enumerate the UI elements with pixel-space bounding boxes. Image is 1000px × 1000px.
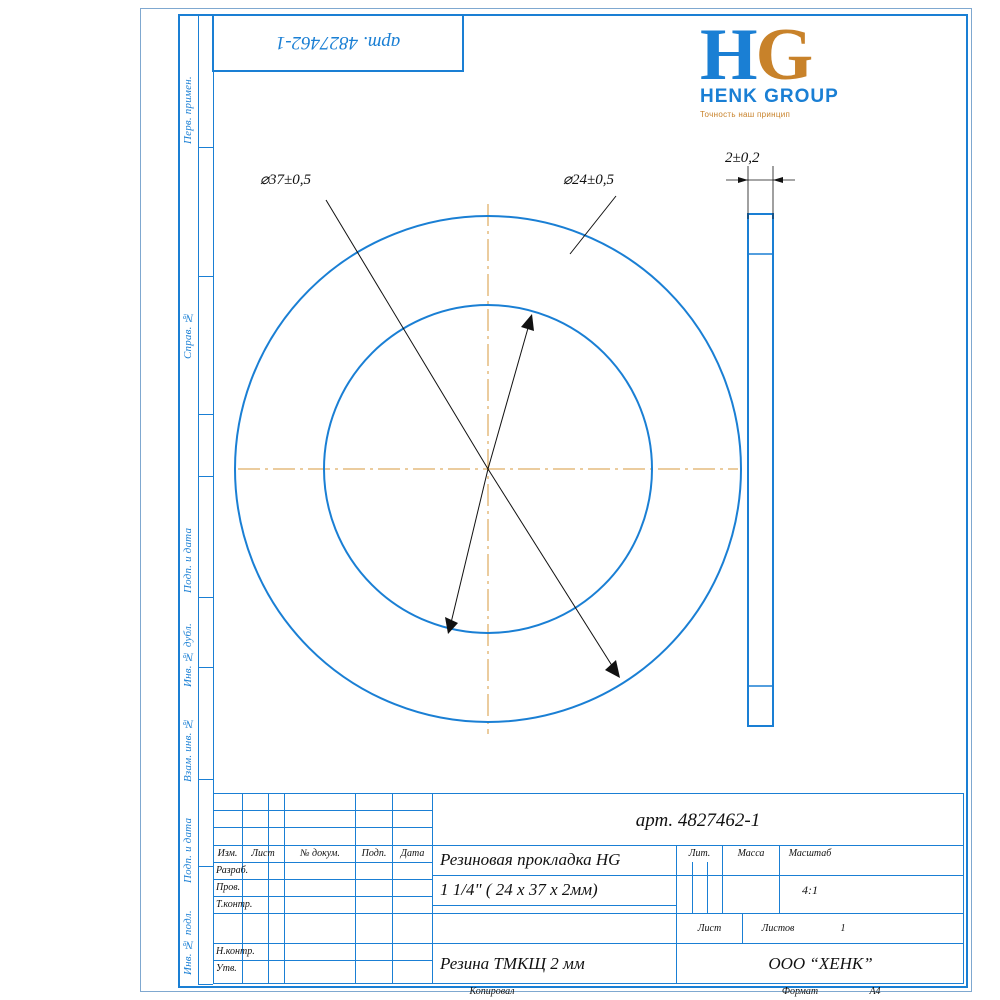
tb-row-nkontr: Н.контр. xyxy=(216,946,255,957)
tb-name-line2: 1 1/4" ( 24 x 37 x 2мм) xyxy=(440,880,598,899)
tb-sheets-label: Листов xyxy=(761,922,795,934)
strip-label-0: Перв. примен. xyxy=(182,76,194,144)
tb-format-label: Формат xyxy=(781,985,819,997)
tb-lit-v2 xyxy=(707,862,708,913)
tb-h-mid3 xyxy=(432,905,676,906)
tb-row-razrab: Разраб. xyxy=(216,865,249,876)
tb-h-rows2 xyxy=(213,827,432,828)
inner-dim-arrow-2 xyxy=(605,660,620,678)
strip-label-1: Справ. № xyxy=(182,311,194,359)
tb-sheet-label: Лист xyxy=(697,922,722,934)
tb-designation: арт. 4827462-1 xyxy=(635,810,761,831)
tb-row-prov: Пров. xyxy=(216,882,241,893)
tb-h-rows1 xyxy=(213,810,432,811)
tb-name-line1: Резиновая прокладка HG xyxy=(440,850,621,869)
inner-dim-leader-up xyxy=(488,321,530,469)
strip-label-6: Инв. № подл. xyxy=(182,910,194,975)
article-top-text: арт. 4827462-1 xyxy=(275,32,401,53)
tb-sheets-value: 1 xyxy=(840,922,846,934)
outer-dim-text: ⌀37±0,5 xyxy=(260,172,312,188)
tb-format-value: А4 xyxy=(869,985,881,997)
logo-slogan: Точность наш принцип xyxy=(700,110,791,119)
logo-mark-g: G xyxy=(755,14,812,96)
thickness-arrow-right xyxy=(773,177,783,183)
tb-copied-label: Копировал xyxy=(469,985,515,997)
tb-lit-v1 xyxy=(692,862,693,913)
strip-label-3: Инв. № дубл. xyxy=(182,623,194,688)
tb-col-list: Лист xyxy=(251,848,275,859)
strip-label-4: Взам. инв. № xyxy=(182,717,194,783)
inner-dim-leader-tail xyxy=(570,196,616,254)
tb-company: ООО “ХЕНК” xyxy=(768,953,873,973)
side-view-rect xyxy=(748,214,773,726)
tb-scale-value: 4:1 xyxy=(802,882,818,897)
outer-dim-leader xyxy=(450,469,488,627)
strip-sep-j xyxy=(198,984,213,985)
tb-v5 xyxy=(392,793,393,984)
thickness-dim-text: 2±0,2 xyxy=(725,150,760,166)
tb-col-izm: Изм. xyxy=(217,848,238,859)
tb-row-utv: Утв. xyxy=(216,963,237,974)
inner-dim-text: ⌀24±0,5 xyxy=(563,172,615,188)
tb-row-tkontr: Т.контр. xyxy=(216,899,253,910)
tb-material: Резина ТМКЩ 2 мм xyxy=(440,953,585,973)
inner-dim-leader-down xyxy=(488,469,616,672)
tb-scale-label: Масштаб xyxy=(788,848,832,859)
strip-label-5: Подп. и дата xyxy=(182,817,194,883)
tb-v4 xyxy=(355,793,356,984)
thickness-arrow-left xyxy=(738,177,748,183)
tb-col-data: Дата xyxy=(400,848,425,859)
logo-name: HENK GROUP xyxy=(700,86,839,107)
inner-dim-arrow xyxy=(521,314,534,331)
tb-mass-label: Масса xyxy=(737,848,765,859)
tb-lit-label: Лит. xyxy=(688,848,711,859)
logo-mark-h: H xyxy=(700,14,756,96)
tb-h-mid4 xyxy=(676,875,964,876)
strip-label-2: Подп. и дата xyxy=(182,527,194,593)
outer-dim-leader-up xyxy=(326,200,488,469)
tb-col-docum: № докум. xyxy=(300,848,340,859)
tb-col-podp: Подп. xyxy=(361,848,387,859)
